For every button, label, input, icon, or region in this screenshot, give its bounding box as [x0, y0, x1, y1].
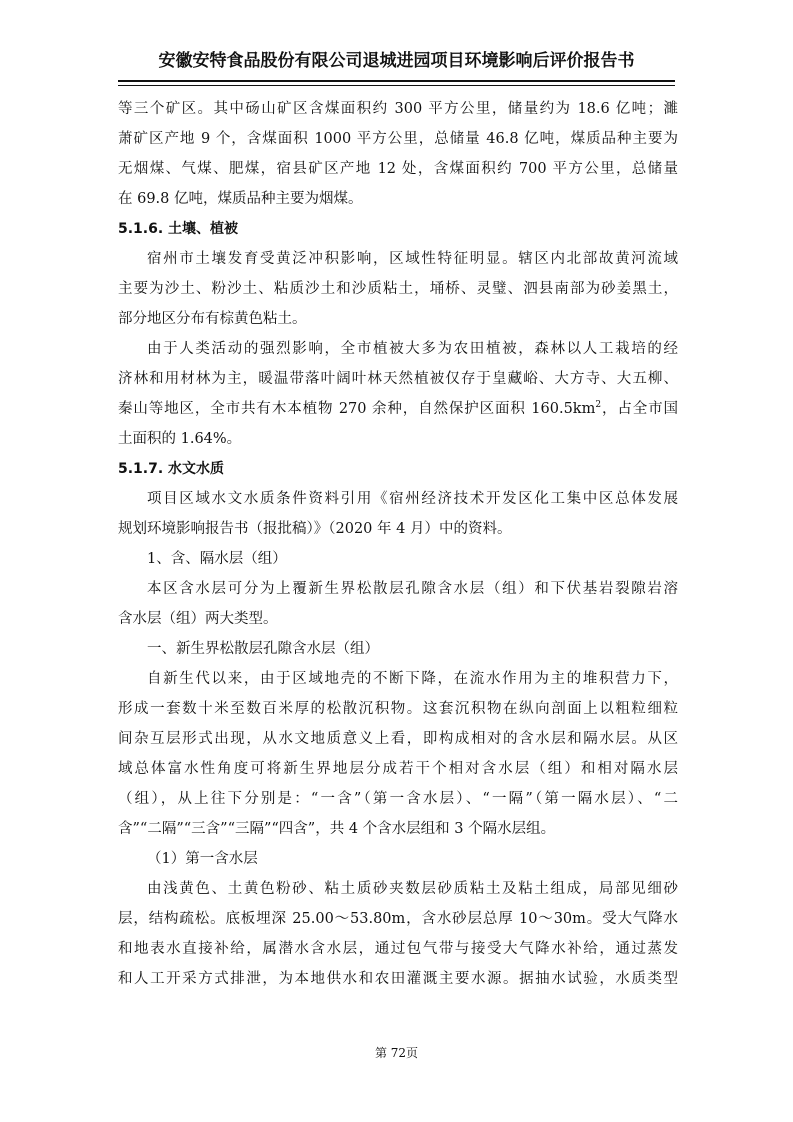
subheading-first-aquifer: （1）第一含水层	[147, 851, 258, 867]
paragraph-line: 由浅黄色、土黄色粉砂、粘土质砂夹数层砂质粘土及粘土组成，局部见细砂	[147, 881, 678, 897]
paragraph-line: 自新生代以来，由于区域地壳的不断下降，在流水作用为主的堆积营力下，	[147, 671, 678, 687]
paragraph-line: 等三个矿区。其中砀山矿区含煤面积约 300 平方公里，储量约为 18.6 亿吨；濉	[118, 101, 678, 117]
paragraph-line: 在 69.8 亿吨，煤质品种主要为烟煤。	[118, 191, 363, 207]
paragraph-line: 本区含水层可分为上覆新生界松散层孔隙含水层（组）和下伏基岩裂隙岩溶	[147, 581, 678, 597]
paragraph-line	[118, 394, 678, 424]
text-segment: ，占全市国	[601, 401, 678, 417]
paragraph-line: 含水层（组）两大类型。	[118, 611, 278, 627]
paragraph-line: 间杂互层形式出现，从水文地质意义上看，即构成相对的含水层和隔水层。从区	[118, 731, 678, 747]
paragraph-line: 部分地区分布有棕黄色粘土。	[118, 311, 307, 327]
section-heading-5-1-6: 5.1.6. 土壤、植被	[118, 221, 239, 237]
section-heading-5-1-7: 5.1.7. 水文水质	[118, 461, 225, 477]
paragraph-line: 土面积的 1.64%。	[118, 431, 242, 447]
subheading-cenozoic: 一、新生界松散层孔隙含水层（组）	[147, 641, 379, 657]
header-rule-thin	[118, 85, 675, 86]
paragraph-line: 无烟煤、气煤、肥煤，宿县矿区产地 12 处，含煤面积约 700 平方公里，总储量	[118, 161, 678, 177]
paragraph-line: 和人工开采方式排泄，为本地供水和农田灌溉主要水源。据抽水试验，水质类型	[118, 971, 678, 987]
page-number: 第 72页	[374, 1046, 419, 1060]
text-segment: 秦山等地区，全市共有木本植物 270 余种，自然保护区面积 160.5km	[118, 401, 596, 417]
paragraph-line: 由于人类活动的强烈影响，全市植被大多为农田植被，森林以人工栽培的经	[147, 341, 678, 357]
paragraph-line: 域总体富水性角度可将新生界地层分成若干个相对含水层（组）和相对隔水层	[118, 761, 678, 777]
paragraph-line: 萧矿区产地 9 个，含煤面积 1000 平方公里，总储量 46.8 亿吨，煤质品种主要为	[118, 131, 678, 147]
paragraph-line: 层，结构疏松。底板埋深 25.00～53.80m，含水砂层总厚 10～30m。受大气降水	[118, 911, 678, 927]
paragraph-line: 和地表水直接补给，属潜水含水层，通过包气带与接受大气降水补给，通过蒸发	[118, 941, 678, 957]
header-title: 安徽安特食品股份有限公司退城进园项目环境影响后评价报告书	[158, 51, 635, 71]
superscript: 2	[595, 400, 602, 411]
header-rule-thick	[118, 80, 675, 82]
paragraph-line: 含”“二隔”“三含”“三隔”“四含”，共 4 个含水层组和 3 个隔水层组。	[118, 821, 556, 837]
paragraph-line: （组），从上往下分别是：“一含”（第一含水层）、“一隔”（第一隔水层）、“二	[118, 791, 678, 807]
subheading-aquifer: 1、含、隔水层（组）	[147, 551, 287, 567]
paragraph-line: 项目区域水文水质条件资料引用《宿州经济技术开发区化工集中区总体发展	[147, 491, 678, 507]
paragraph-line: 规划环境影响报告书（报批稿）》（2020 年 4 月）中的资料。	[118, 521, 512, 537]
paragraph-line: 宿州市土壤发育受黄泛冲积影响，区域性特征明显。辖区内北部故黄河流域	[147, 251, 678, 267]
paragraph-line: 主要为沙土、粉沙土、粘质沙土和沙质粘土，埇桥、灵璧、泗县南部为砂姜黑土，	[118, 281, 678, 297]
page-body	[118, 94, 678, 994]
paragraph-line: 济林和用材林为主，暖温带落叶阔叶林天然植被仅存于皇藏峪、大方寺、大五柳、	[118, 371, 678, 387]
paragraph-line: 形成一套数十米至数百米厚的松散沉积物。这套沉积物在纵向剖面上以粗粒细粒	[118, 701, 678, 717]
